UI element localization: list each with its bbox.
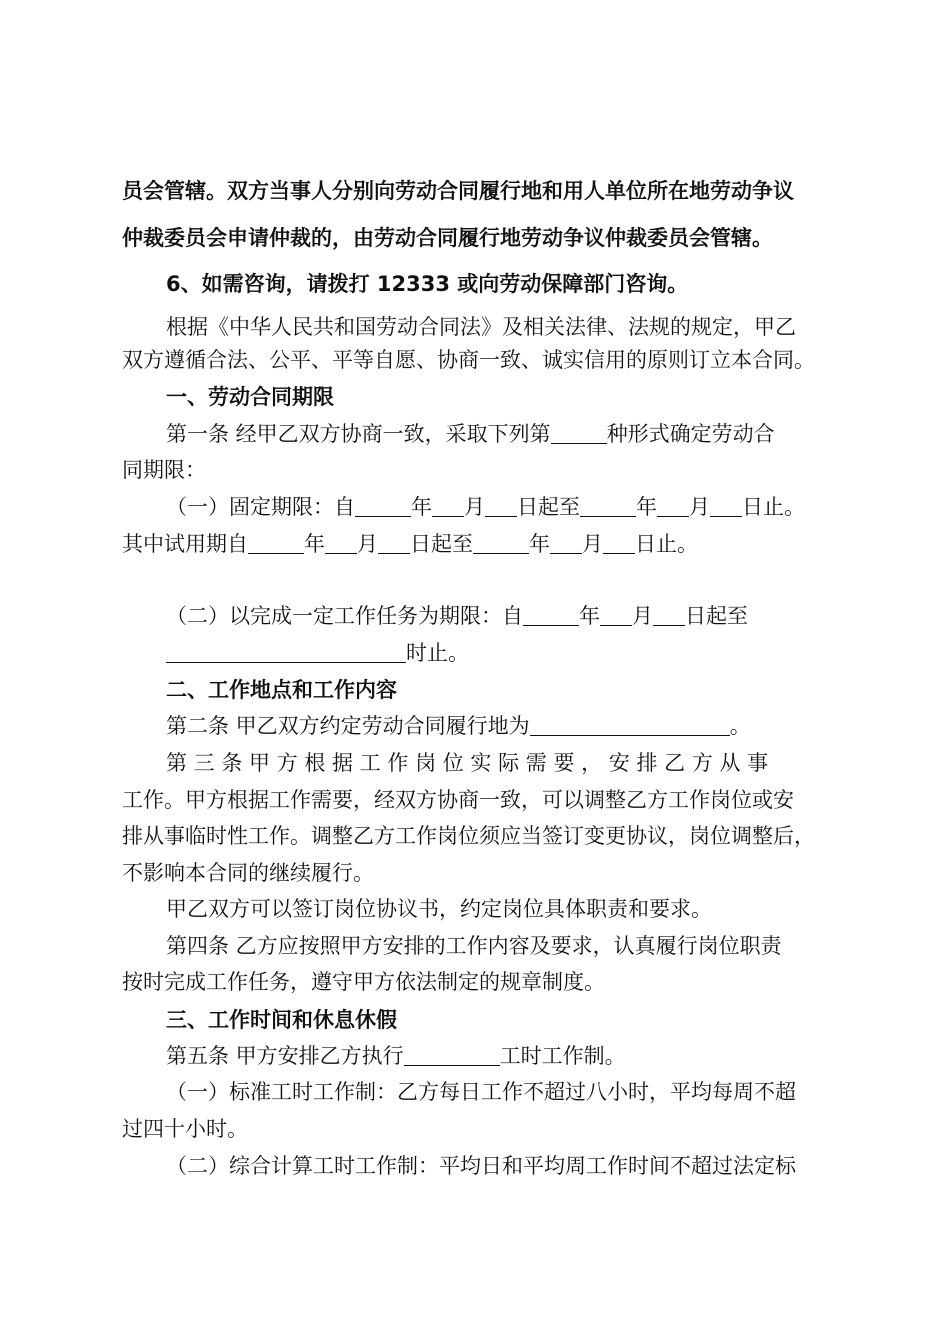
blank-field	[473, 529, 529, 554]
text-line: 根据《中华人民共和国劳动合同法》及相关法律、法规的规定，甲乙	[166, 315, 796, 339]
text-segment: 年	[304, 532, 325, 556]
text-segment: 其中试用期自	[122, 532, 248, 556]
text-segment: 第二条 甲乙双方约定劳动合同履行地为	[166, 714, 530, 738]
blank-field	[166, 638, 406, 663]
text-segment: （一）固定期限：自	[166, 495, 355, 519]
text-line	[166, 598, 950, 634]
text-segment: 工时工作制。	[499, 1044, 626, 1068]
blank-field	[325, 529, 357, 554]
text-segment: 年	[529, 532, 550, 556]
text-line: 第 三 条 甲 方 根 据 工 作 岗 位 实 际 需 要 ， 安 排 乙 方 从 事	[166, 751, 769, 775]
text-segment: 日止。	[635, 532, 698, 556]
blank-field	[530, 711, 730, 736]
text-line	[166, 635, 950, 671]
blank-field	[404, 1041, 500, 1066]
blank-field	[432, 492, 464, 517]
blank-field	[580, 492, 636, 517]
section-heading: 三、工作时间和休息休假	[166, 1008, 397, 1032]
blank-field	[710, 492, 742, 517]
blank-field	[551, 419, 607, 444]
text-segment: 年	[579, 604, 600, 628]
text-line: 6、如需咨询，请拨打 12333 或向劳动保障部门咨询。	[166, 272, 689, 296]
text-line: 第四条 乙方应按照甲方安排的工作内容及要求，认真履行岗位职责	[166, 934, 782, 958]
blank-field	[657, 492, 689, 517]
text-line: 工作。甲方根据工作需要，经双方协商一致，可以调整乙方工作岗位或安	[122, 788, 794, 812]
blank-field	[603, 529, 635, 554]
blank-field	[355, 492, 411, 517]
text-line	[166, 416, 950, 452]
text-segment: 日起至	[410, 532, 473, 556]
text-segment: 第五条 甲方安排乙方执行	[166, 1044, 404, 1068]
text-segment: 月	[357, 532, 378, 556]
text-line: 双方遵循合法、公平、平等自愿、协商一致、诚实信用的原则订立本合同。	[122, 348, 815, 372]
text-line: 排从事临时性工作。调整乙方工作岗位须应当签订变更协议，岗位调整后，	[122, 824, 815, 848]
text-line: 甲乙双方可以签订岗位协议书，约定岗位具体职责和要求。	[166, 897, 712, 921]
text-segment: 种形式确定劳动合	[606, 422, 775, 446]
blank-field	[378, 529, 410, 554]
blank-field	[485, 492, 517, 517]
blank-field	[600, 601, 632, 626]
section-heading: 一、劳动合同期限	[166, 385, 334, 409]
text-line: （一）标准工时工作制：乙方每日工作不超过八小时，平均每周不超	[166, 1080, 796, 1104]
text-line	[166, 708, 950, 744]
blank-field	[248, 529, 304, 554]
text-segment: 月	[464, 495, 485, 519]
text-segment: 月	[689, 495, 710, 519]
blank-field	[653, 601, 685, 626]
text-line: 按时完成工作任务，遵守甲方依法制定的规章制度。	[122, 970, 605, 994]
text-segment: 时止。	[406, 641, 469, 665]
section-heading: 二、工作地点和工作内容	[166, 678, 397, 702]
text-line: 不影响本合同的继续履行。	[122, 861, 374, 885]
text-segment: 日起至	[517, 495, 580, 519]
text-segment: 。	[729, 714, 751, 738]
text-line: 员会管辖。双方当事人分别向劳动合同履行地和用人单位所在地劳动争议	[122, 179, 794, 203]
text-line	[166, 1038, 950, 1074]
text-segment: 月	[632, 604, 653, 628]
blank-field	[550, 529, 582, 554]
text-line: 仲裁委员会申请仲裁的，由劳动合同履行地劳动争议仲裁委员会管辖。	[122, 226, 773, 250]
text-segment: 年	[636, 495, 657, 519]
text-segment: 日止。	[742, 495, 805, 519]
text-segment: 年	[411, 495, 432, 519]
text-segment: （二）以完成一定工作任务为期限：自	[166, 604, 523, 628]
text-segment: 日起至	[685, 604, 748, 628]
text-line	[166, 489, 950, 525]
text-line: （二）综合计算工时工作制：平均日和平均周工作时间不超过法定标	[166, 1154, 796, 1178]
blank-field	[523, 601, 579, 626]
text-line: 过四十小时。	[122, 1117, 248, 1141]
text-line	[122, 526, 950, 562]
text-segment: 月	[582, 532, 603, 556]
text-segment: 第一条 经甲乙双方协商一致，采取下列第	[166, 422, 551, 446]
text-line: 同期限：	[122, 458, 206, 482]
